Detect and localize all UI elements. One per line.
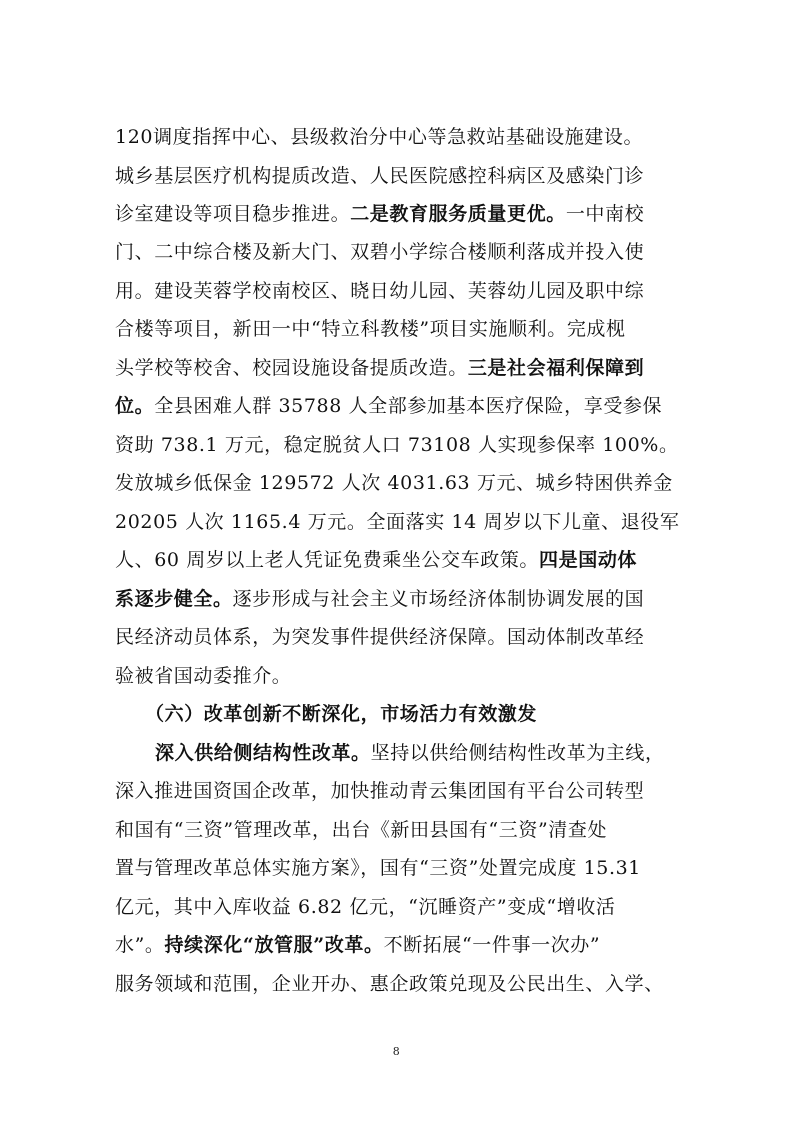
text-line: 20205 人次 1165.4 万元。全面落实 14 周岁以下儿童、退役军 <box>115 511 680 533</box>
text-line <box>115 590 644 609</box>
text-line <box>115 397 662 416</box>
text-line: 合楼等项目，新田一中“特立科教楼”项目实施顺利。完成枧 <box>115 318 626 340</box>
text-run: 坚持以供给侧结构性改革为主线， <box>370 742 665 764</box>
section-heading: （六）改革创新不断深化，市场活力有效激发 <box>145 703 538 725</box>
bold-run: 深入供给侧结构性改革。 <box>155 742 371 764</box>
text-line <box>115 936 600 955</box>
text-line: 城乡基层医疗机构提质改造、人民医院感控科病区及感染门诊 <box>115 165 645 187</box>
bold-run: 系逐步健全。 <box>115 588 233 610</box>
text-line <box>115 551 637 570</box>
text-line: 民经济动员体系，为突发事件提供经济保障。国动体制改革经 <box>115 626 645 648</box>
text-line: 门、二中综合楼及新大门、双碧小学综合楼顺利落成并投入使 <box>115 241 645 263</box>
text-run: 头学校等校舍、校园设施设备提质改造。 <box>115 357 468 379</box>
text-line: 置与管理改革总体实施方案》，国有“三资”处置完成度 15.31 <box>115 857 641 879</box>
text-run: 一中南校 <box>565 203 645 225</box>
text-line: 资助 738.1 万元，稳定脱贫人口 73108 人实现参保率 100%。 <box>115 434 679 456</box>
text-run: 诊室建设等项目稳步推进。 <box>115 203 351 225</box>
text-line: 发放城乡低保金 129572 人次 4031.63 万元、城乡特困供养金 <box>115 472 673 494</box>
text-run: 不断拓展“一件事一次办” <box>383 934 601 956</box>
text-line: 亿元，其中入库收益 6.82 亿元，“沉睡资产”变成“增收活 <box>115 896 616 918</box>
text-line: 用。建设芙蓉学校南校区、晓日幼儿园、芙蓉幼儿园及职中综 <box>115 280 645 302</box>
text-line: 验被省国动委推介。 <box>115 665 292 687</box>
text-line <box>155 744 665 763</box>
text-run: 逐步形成与社会主义市场经济体制协调发展的国 <box>232 588 645 610</box>
bold-run: 四是国动体 <box>539 549 638 571</box>
text-line: 120调度指挥中心、县级救治分中心等急救站基础设施建设。 <box>115 126 644 148</box>
bold-run: 位。 <box>115 395 155 417</box>
text-line <box>115 205 644 224</box>
text-line: 深入推进国资国企改革，加快推动青云集团国有平台公司转型 <box>115 780 645 802</box>
text-line: 服务领域和范围，企业开办、惠企政策兑现及公民出生、入学、 <box>115 973 664 995</box>
bold-run: 持续深化“放管服”改革。 <box>164 934 384 956</box>
bold-run: 二是教育服务质量更优。 <box>350 203 566 225</box>
text-line <box>115 359 644 378</box>
text-run: 水”。 <box>115 934 165 956</box>
text-run: 全县困难人群 35788 人全部参加基本医疗保险，享受参保 <box>154 395 663 417</box>
text-line: 和国有“三资”管理改革，出台《新田县国有“三资”清查处 <box>115 819 608 841</box>
page-number: 8 <box>392 1045 401 1058</box>
text-run: 人、60 周岁以上老人凭证免费乘坐公交车政策。 <box>115 549 540 571</box>
bold-run: 三是社会福利保障到 <box>467 357 645 379</box>
